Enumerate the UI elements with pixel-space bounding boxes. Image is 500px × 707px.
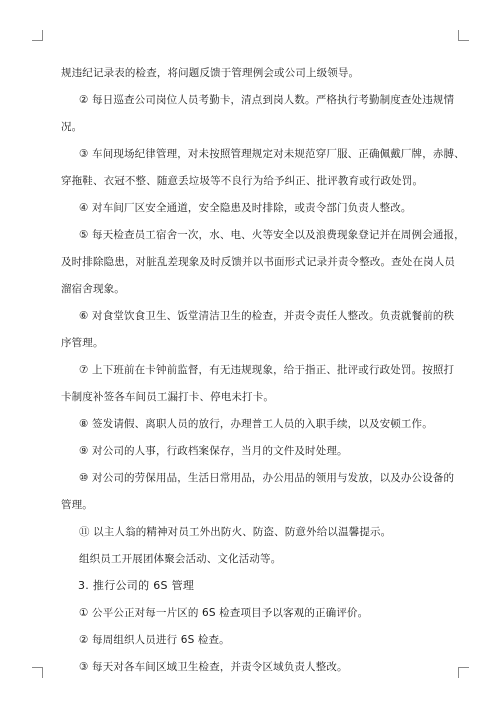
text-line: 组织员工开展团体聚会活动、文化活动等。 — [79, 553, 282, 565]
list-item-9: ⑨ 对公司的人事，行政档案保存，当月的文件及时处理。 — [79, 445, 348, 457]
list-item-8: ⑧ 签发请假、离职人员的放行，办理普工人员的入职手续，以及安顿工作。 — [79, 418, 433, 430]
text-line: 规违纪记录表的检查，将问题反馈于管理例会或公司上级领导。 — [61, 67, 360, 79]
list-item-3: ③ 每天对各车间区域卫生检查，并责令区域负责人整改。 — [79, 661, 348, 673]
list-item-11: ⑪ 以主人翁的精神对员工外出防火、防盗、防意外给以温馨提示。 — [79, 526, 392, 538]
list-item-2: ② 每周组织人员进行 6S 检查。 — [79, 634, 230, 646]
text-line: 溜宿舍现象。 — [61, 283, 125, 295]
text-line: 管理。 — [61, 499, 93, 511]
crop-mark-top-left — [32, 30, 43, 41]
list-item-3: ③ 车间现场纪律管理，对未按照管理规定对未规范穿厂服、正确佩戴厂牌，赤膊、 — [79, 148, 465, 160]
text-line: 序管理。 — [61, 337, 104, 349]
list-item-7: ⑦ 上下班前在卡钟前监督，有无违规现象，给于指正、批评或行政处罚。按照打 — [79, 364, 455, 376]
text-line: 卡制度补签各车间员工漏打卡、停电未打卡。 — [61, 391, 274, 403]
crop-mark-bottom-left — [32, 667, 43, 678]
list-item-1: ① 公平公正对每一片区的 6S 检查项目予以客观的正确评价。 — [79, 607, 369, 619]
list-item-10: ⑩ 对公司的劳保用品，生活日常用品，办公用品的领用与发放，以及办公设备的 — [79, 472, 455, 484]
crop-mark-top-right — [458, 30, 469, 41]
crop-mark-bottom-right — [458, 667, 469, 678]
section-heading: 3. 推行公司的 6S 管理 — [78, 579, 195, 592]
text-line: 况。 — [61, 121, 83, 133]
text-line: 及时排除隐患，对脏乱差现象及时反馈并以书面形式记录并责令整改。查处在岗人员 — [61, 256, 456, 268]
list-item-4: ④ 对车间厂区安全通道，安全隐患及时排除，或责令部门负责人整改。 — [79, 202, 412, 214]
list-item-6: ⑥ 对食堂饮食卫生、饭堂清洁卫生的检查，并责令责任人整改。负责就餐前的秩 — [79, 310, 455, 322]
text-line: 穿拖鞋、衣冠不整、随意丢垃圾等不良行为给予纠正、批评教育或行政处罚。 — [61, 175, 424, 187]
list-item-5: ⑤ 每天检查员工宿舍一次，水、电、火等安全以及浪费现象登记并在周例会通报， — [79, 229, 465, 241]
list-item-2: ② 每日巡查公司岗位人员考勤卡，清点到岗人数。严格执行考勤制度查处违规情 — [79, 94, 455, 106]
